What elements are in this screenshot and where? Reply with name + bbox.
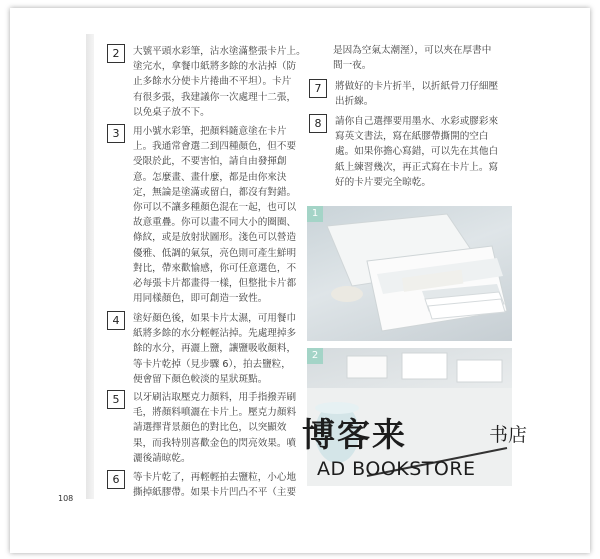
continued-text: 是因為空氣太潮溼），可以夾在厚書中 間一夜。 [333, 45, 492, 72]
photo-folding-cards [307, 206, 512, 341]
step-text: 大號平頭水彩筆，沾水塗滿整張卡片上。 塗完水，拿餐巾紙將多餘的水沾掉（防 止多餘水分使卡片捲曲不平坦）。卡片 有很多張，我建議你一次處理十二張， 以免桌子放不下。 [133, 46, 306, 118]
step-number: 5 [107, 390, 125, 409]
margin-shade [86, 34, 94, 499]
step-text: 將做好的卡片折半，以折紙骨刀仔細壓 出折線。 [335, 81, 499, 108]
watermark-store: 书店 [489, 424, 528, 446]
step-text: 以牙刷沾取壓克力顏料，用手指撥弄刷 毛，將顏料噴灑在卡片上。壓克力顏料 請選擇背景顏色的對比色，以突顯效 果，而我特別喜歡金色的閃亮效果。噴 灑後請晾乾。 [133, 392, 297, 464]
watermark-english: AD BOOKSTORE [317, 458, 476, 480]
step-number: 8 [309, 114, 327, 133]
step-number: 2 [107, 44, 125, 63]
step-text: 請你自己選擇要用墨水、水彩或膠彩來 寫英文書法，寫在紙膠帶撕開的空白 處。如果你擔心寫錯，可以先在其他白 紙上練習幾次，再正式寫在卡片上。寫 好的卡片要完全晾乾。 [335, 116, 499, 188]
watermark-logo: 博客来 [302, 415, 407, 454]
step-number: 3 [107, 124, 125, 143]
page-number: 108 [58, 494, 74, 503]
step-number: 7 [309, 79, 327, 98]
step-number: 6 [107, 470, 125, 489]
photo-label: 2 [307, 348, 323, 364]
photo-label: 1 [307, 206, 323, 222]
step-number: 4 [107, 311, 125, 330]
step-text: 等卡片乾了，再輕輕拍去鹽粒，小心地 撕掉紙膠帶。如果卡片凹凸不平（主要 [133, 472, 297, 499]
step-text: 用小號水彩筆，把顏料隨意塗在卡片 上。我通常會選二到四種顏色，但不要 受限於此，不要害怕，請自由發揮創 意。怎麼畫、畫什麼，都是由你來決 定，無論是塗滿或留白，都沒有對錯。 你可以不讓多種顏色混在一起，也可以 故意重疊。你可以畫不同大小的圈圈、 條紋，或是放射狀圖形。淺色可以營造 優雅、低調的氣氛，亮色則可產生鮮明 對比，帶來歡愉感，你可任意選色，不 必每張卡片都畫得一樣，但整批卡片都 用同樣顏色，即可創造一致性。 [133, 126, 297, 305]
step-text: 塗好顏色後，如果卡片太濕，可用餐巾 紙將多餘的水分輕輕沾掉。先處理掉多 餘的水分，再灑上鹽，讓鹽吸收顏料， 等卡片乾掉（見步驟 6），拍去鹽粒， 便會留下顏色較淡的星狀斑點。 [133, 313, 297, 385]
cards-illustration [307, 206, 512, 341]
